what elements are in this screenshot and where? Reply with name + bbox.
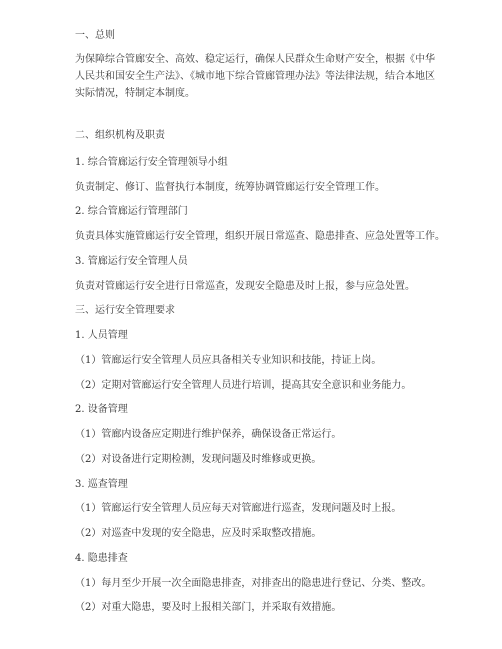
- section-3-1-item-1: （1）管廊运行安全管理人员应具备相关专业知识和技能，持证上岗。: [75, 355, 382, 366]
- section-2-2-title: 2. 综合管廊运行管理部门: [75, 206, 188, 217]
- section-2-2-text: 负责具体实施管廊运行安全管理，组织开展日常巡查、隐患排查、应急处置等工作。: [75, 231, 445, 242]
- section-3-4-title: 4. 隐患排查: [75, 553, 128, 564]
- section-3-3-item-1: （1）管廊运行安全管理人员应每天对管廊进行巡查，发现问题及时上报。: [75, 503, 402, 514]
- section-1-text: 为保障综合管廊安全、高效、稳定运行，确保人民群众生命财产安全，根据《中华人民共和国安全生产法》、《城市地下综合管廊管理办法》等法律法规，结合本地区实际情况，特制定本制度。: [75, 54, 435, 99]
- section-3-2-item-2: （2）对设备进行定期检测，发现问题及时维修或更换。: [75, 454, 322, 465]
- section-3-1-item-2: （2）定期对管廊运行安全管理人员进行培训，提高其安全意识和业务能力。: [75, 380, 412, 391]
- section-3-4-item-1: （1）每月至少开展一次全面隐患排查，对排查出的隐患进行登记、分类、整改。: [75, 578, 432, 589]
- section-1-heading: 一、总则: [75, 30, 115, 41]
- section-2-heading: 二、组织机构及职责: [75, 130, 165, 141]
- section-3-1-title: 1. 人员管理: [75, 330, 128, 341]
- section-3-3-title: 3. 巡查管理: [75, 479, 128, 490]
- section-3-heading: 三、运行安全管理要求: [75, 305, 175, 316]
- section-2-1-title: 1. 综合管廊运行安全管理领导小组: [75, 157, 228, 168]
- section-3-2-item-1: （1）管廊内设备应定期进行维护保养，确保设备正常运行。: [75, 429, 342, 440]
- section-3-2-title: 2. 设备管理: [75, 404, 128, 415]
- section-2-3-text: 负责对管廊运行安全进行日常巡查，发现安全隐患及时上报，参与应急处置。: [75, 281, 415, 292]
- section-3-3-item-2: （2）对巡查中发现的安全隐患，应及时采取整改措施。: [75, 528, 322, 539]
- section-2-3-title: 3. 管廊运行安全管理人员: [75, 256, 188, 267]
- section-3-4-item-2: （2）对重大隐患，要及时上报相关部门，并采取有效措施。: [75, 602, 342, 613]
- section-2-1-text: 负责制定、修订、监督执行本制度，统筹协调管廊运行安全管理工作。: [75, 182, 385, 193]
